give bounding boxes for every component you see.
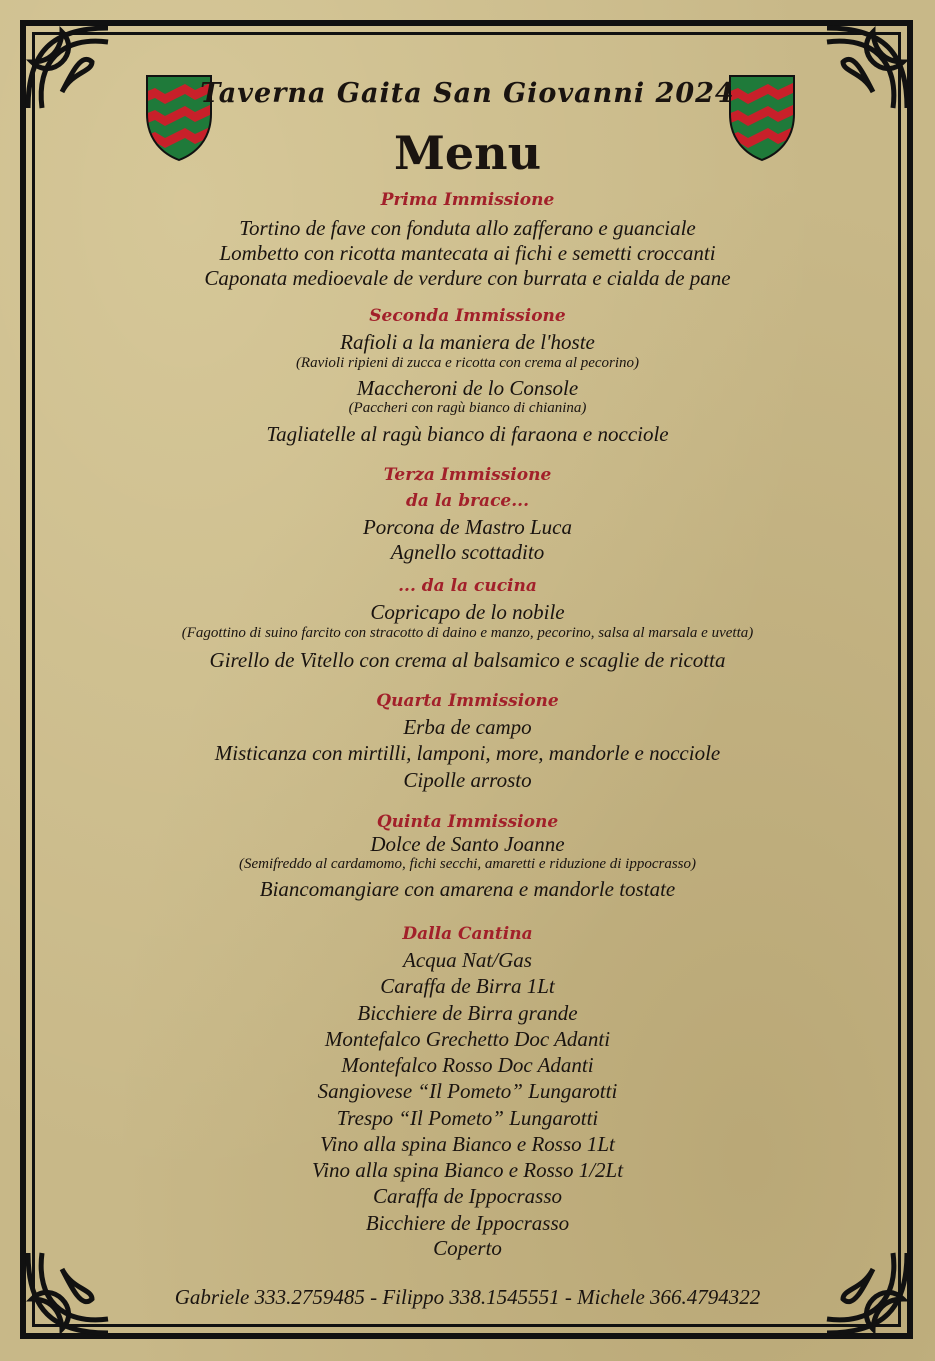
drink-item: Caraffa de Ippocrasso: [373, 1184, 562, 1208]
menu-item: Biancomangiare con amarena e mandorle tostate: [259, 877, 676, 901]
menu-item: Erba de campo: [403, 715, 532, 739]
section-subtitle: da la brace...: [406, 491, 529, 511]
menu-item: Rafioli a la maniera de l'hoste: [340, 330, 595, 354]
drink-item: Coperto: [433, 1236, 502, 1260]
drink-item: Acqua Nat/Gas: [403, 948, 532, 972]
drink-item: Sangiovese “Il Pometo” Lungarotti: [317, 1079, 618, 1103]
section-subtitle: ... da la cucina: [398, 576, 537, 596]
drink-item: Montefalco Rosso Doc Adanti: [341, 1053, 594, 1077]
drink-item: Bicchiere de Birra grande: [357, 1001, 578, 1025]
drink-item: Caraffa de Birra 1Lt: [380, 974, 555, 998]
drink-item: Vino alla spina Bianco e Rosso 1/2Lt: [311, 1158, 624, 1182]
menu-item: Girello de Vitello con crema al balsamico e scaglie de ricotta: [209, 648, 726, 672]
contact-footer: Gabriele 333.2759485 - Filippo 338.1545551 - Michele 366.4794322: [174, 1285, 761, 1309]
drink-item: Vino alla spina Bianco e Rosso 1Lt: [320, 1132, 615, 1156]
section-title-terza: Terza Immissione: [383, 465, 552, 485]
drink-item: Trespo “Il Pometo” Lungarotti: [336, 1106, 599, 1130]
menu-item-note: (Paccheri con ragù bianco di chianina): [348, 400, 587, 416]
menu-item: Tortino de fave con fonduta allo zafferano e guanciale: [239, 216, 696, 240]
section-title-seconda: Seconda Immissione: [369, 306, 566, 326]
menu-item-note: (Ravioli ripieni di zucca e ricotta con crema al pecorino): [295, 355, 640, 371]
drink-item: Bicchiere de Ippocrasso: [365, 1211, 570, 1235]
menu-item-note: (Semifreddo al cardamomo, fichi secchi, amaretti e riduzione di ippocrasso): [238, 856, 697, 872]
menu-item: Cipolle arrosto: [403, 768, 532, 792]
menu-heading: Menu: [393, 126, 542, 180]
page-title: Taverna Gaita San Giovanni 2024: [200, 78, 735, 109]
section-title-quinta: Quinta Immissione: [376, 812, 559, 832]
menu-item: Porcona de Mastro Luca: [362, 515, 572, 539]
section-title-prima: Prima Immissione: [380, 190, 555, 210]
section-title-cantina: Dalla Cantina: [402, 924, 533, 944]
menu-item: Dolce de Santo Joanne: [370, 832, 565, 856]
menu-item-note: (Fagottino di suino farcito con stracotto di daino e manzo, pecorino, salsa al marsala e uvetta): [181, 625, 754, 641]
menu-item: Maccheroni de lo Console: [356, 376, 579, 400]
section-title-quarta: Quarta Immissione: [376, 691, 559, 711]
menu-item: Lombetto con ricotta mantecata ai fichi e semetti croccanti: [219, 241, 716, 265]
menu-item: Agnello scottadito: [390, 540, 545, 564]
menu-item: Tagliatelle al ragù bianco di faraona e nocciole: [266, 422, 669, 446]
drink-item: Montefalco Grechetto Doc Adanti: [324, 1027, 611, 1051]
menu-item: Copricapo de lo nobile: [370, 600, 565, 624]
menu-item: Caponata medioevale de verdure con burrata e cialda de pane: [204, 266, 731, 290]
menu-item: Misticanza con mirtilli, lamponi, more, mandorle e nocciole: [214, 741, 721, 765]
